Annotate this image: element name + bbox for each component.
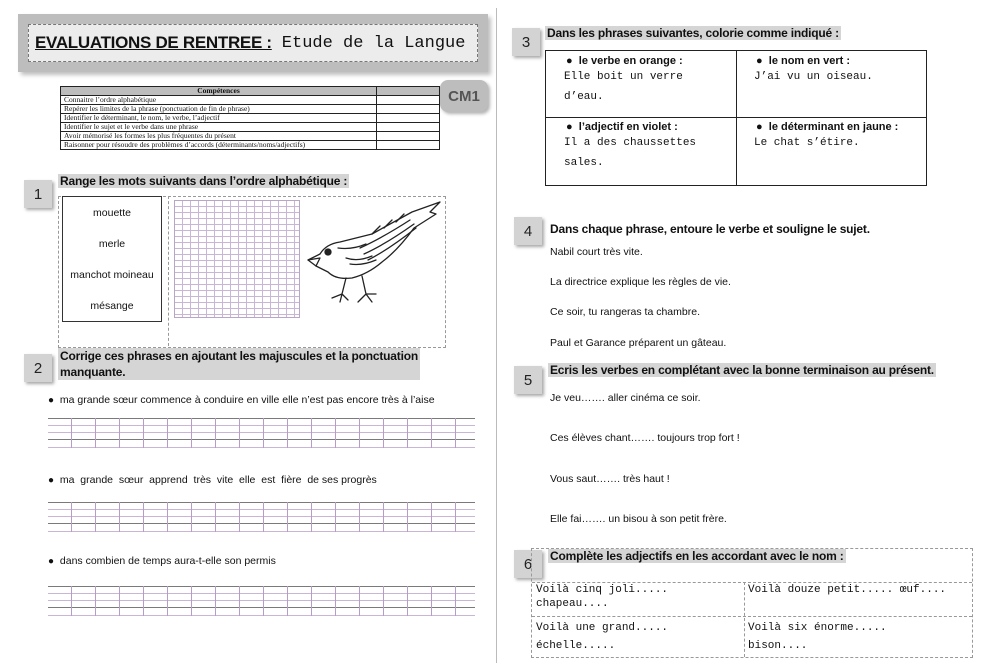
writing-lines xyxy=(48,418,475,448)
bullet-icon: ● xyxy=(48,475,55,486)
title-inner xyxy=(28,24,478,62)
list-item: Vous saut……. très haut ! xyxy=(550,473,670,485)
writing-lines xyxy=(48,586,475,616)
bird-illustration xyxy=(302,198,444,324)
exercise-6-instruction: Complète les adjectifs en les accordant avec le nom : xyxy=(550,549,844,563)
list-item: ● dans combien de temps aura-t-elle son permis xyxy=(48,555,276,567)
exercise-number: 1 xyxy=(24,180,52,208)
table-row: Raisonner pour résoudre des problèmes d’accords (déterminants/noms/adjectifs) xyxy=(61,141,440,150)
list-item: Nabil court très vite. xyxy=(550,246,643,258)
page-subtitle: Etude de la Langue xyxy=(281,33,466,53)
table-cell: ● le déterminant en jaune : Le chat s’étire. xyxy=(754,121,899,149)
table-row: Repérer les limites de la phrase (ponctuation de fin de phrase) xyxy=(61,105,440,114)
exercise-3-instruction: Dans les phrases suivantes, colorie comme indiqué : xyxy=(547,26,839,40)
table-cell: Voilà douze petit..... œuf.... xyxy=(748,584,947,596)
table-cell: Voilà une grand..... échelle..... xyxy=(536,622,669,652)
list-item: Ces élèves chant……. toujours trop fort ! xyxy=(550,432,740,444)
exercise-number: 4 xyxy=(514,217,542,245)
list-item: Elle fai……. un bisou à son petit frère. xyxy=(550,513,727,525)
exercise-1-instruction: Range les mots suivants dans l’ordre alphabétique : xyxy=(60,174,348,188)
table-row: Connaitre l’ordre alphabétique xyxy=(61,96,440,105)
competences-table xyxy=(60,86,440,150)
table-cell: Voilà cinq joli..... chapeau.... xyxy=(536,584,669,610)
exercise-5-instruction: Ecris les verbes en complétant avec la bonne terminaison au présent. xyxy=(550,363,934,377)
list-item: ● ma grande sœur apprend très vite elle est fière de ses progrès xyxy=(48,474,377,486)
level-badge: CM1 xyxy=(440,80,488,112)
table-cell: ● le nom en vert : J’ai vu un oiseau. xyxy=(754,55,873,83)
exercise-number: 5 xyxy=(514,366,542,394)
exercise-6-table xyxy=(531,548,973,658)
word-item: merle xyxy=(98,237,126,250)
writing-grid xyxy=(174,200,300,318)
table-cell: ● l’adjectif en violet : Il a des chaussettes sales. xyxy=(564,121,697,169)
word-item: manchot moineau xyxy=(70,268,154,281)
table-row: Avoir mémorisé les formes les plus fréquentes du présent xyxy=(61,132,440,141)
list-item: Je veu……. aller cinéma ce soir. xyxy=(550,392,701,404)
list-item: Ce soir, tu rangeras ta chambre. xyxy=(550,306,700,318)
table-cell: ● le verbe en orange : Elle boit un verre d’eau. xyxy=(564,55,683,103)
writing-lines xyxy=(48,502,475,532)
title-box xyxy=(18,14,488,72)
word-item: mouette xyxy=(93,206,131,219)
bullet-icon: ● xyxy=(48,395,55,406)
list-item: La directrice explique les règles de vie. xyxy=(550,276,731,288)
divider xyxy=(168,196,169,346)
exercise-number: 3 xyxy=(512,28,540,56)
list-item: ● ma grande sœur commence à conduire en ville elle n’est pas encore très à l’aise xyxy=(48,394,435,406)
word-list-box xyxy=(62,196,162,322)
list-item: Paul et Garance préparent un gâteau. xyxy=(550,337,727,349)
exercise-number: 2 xyxy=(24,354,52,382)
page-title: EVALUATIONS DE RENTREE : xyxy=(35,33,272,52)
word-item: mésange xyxy=(90,299,134,312)
exercise-2-instruction: Corrige ces phrases en ajoutant les majuscules et la ponctuation manquante. xyxy=(60,349,418,379)
table-cell: Voilà six énorme..... bison.... xyxy=(748,622,887,652)
exercise-3-table xyxy=(545,50,927,186)
exercise-4-instruction: Dans chaque phrase, entoure le verbe et souligne le sujet. xyxy=(550,222,870,236)
table-row: Identifier le sujet et le verbe dans une phrase xyxy=(61,123,440,132)
table-row: Identifier le déterminant, le nom, le verbe, l’adjectif xyxy=(61,114,440,123)
page-divider xyxy=(496,8,497,663)
competences-header: Compétences xyxy=(61,87,377,96)
exercise-number: 6 xyxy=(514,550,542,578)
bullet-icon: ● xyxy=(48,556,55,567)
